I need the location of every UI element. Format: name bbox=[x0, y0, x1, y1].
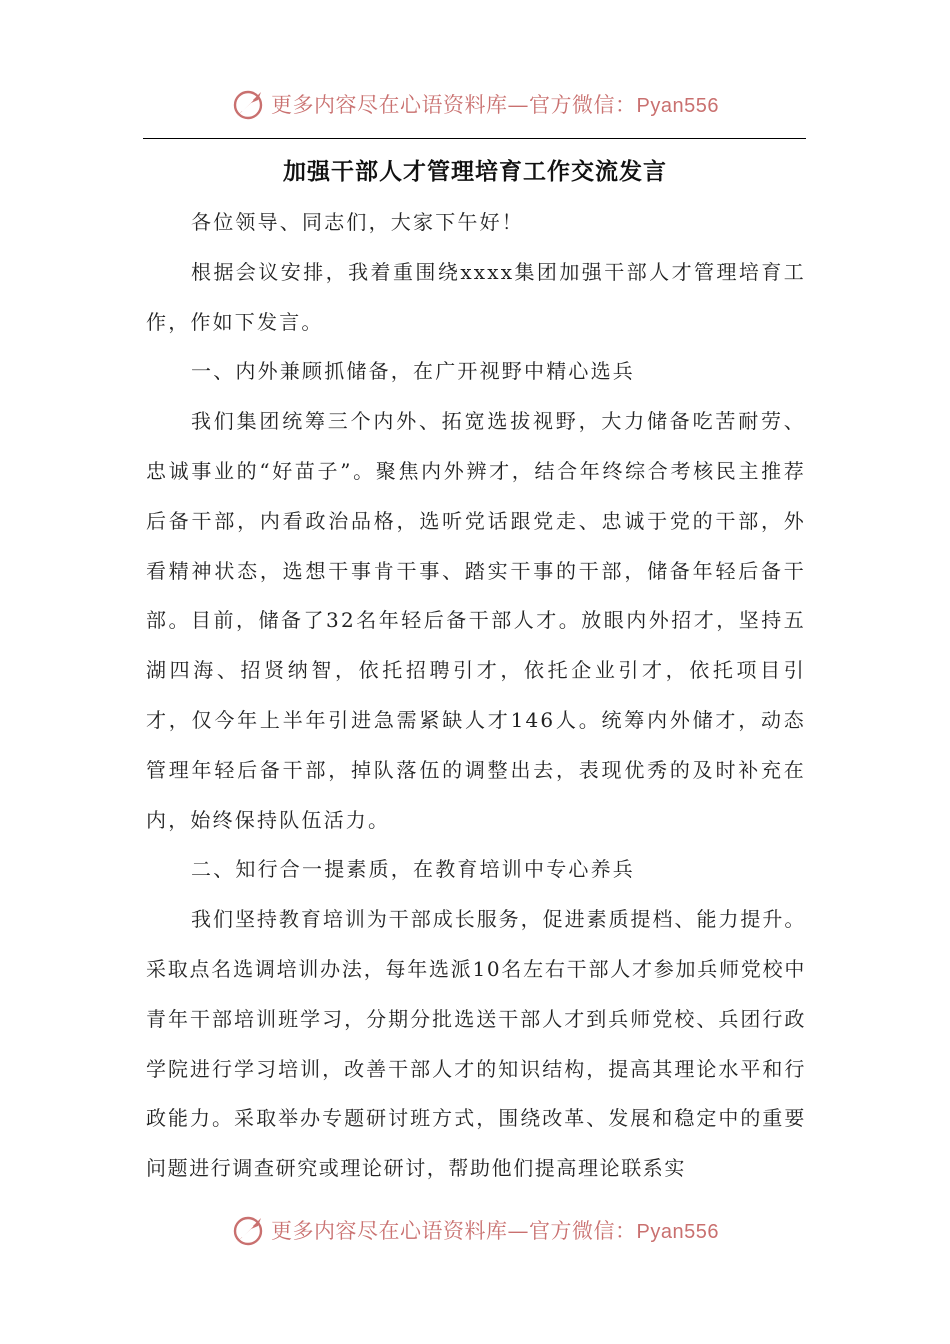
section-heading-2: 二、知行合一提素质，在教育培训中专心养兵 bbox=[191, 857, 635, 882]
watermark-banner-top bbox=[0, 82, 950, 126]
paragraph-section-2: 我们坚持教育培训为干部成长服务，促进素质提档、能力提升。采取点名选调培训办法，每年选派10名左右干部人才参加兵师党校中青年干部培训班学习，分期分批选送干部人才到兵师党校、兵团行政学院进行学习培训，改善干部人才的知识结构，提高其理论水平和行政能力。采取举办专题研讨班方式，围绕改革、发展和稳定中的重要问题进行调查研究或理论研讨，帮助他们提高理论联系实 bbox=[146, 907, 806, 1181]
watermark-text bbox=[271, 1215, 719, 1245]
document-title: 加强干部人才管理培育工作交流发言 bbox=[283, 159, 667, 185]
watermark-handle: Pyan556 bbox=[636, 95, 719, 117]
quill-logo-icon bbox=[231, 86, 267, 122]
paragraph-intro: 根据会议安排，我着重围绕xxxx集团加强干部人才管理培育工作，作如下发言。 bbox=[146, 259, 806, 334]
paragraph-greeting: 各位领导、同志们，大家下午好！ bbox=[191, 210, 524, 234]
paragraph-section-1: 我们集团统筹三个内外、拓宽选拔视野，大力储备吃苦耐劳、忠诚事业的“好苗子”。聚焦内外辨才，结合年终综合考核民主推荐后备干部，内看政治品格，选听党话跟党走、忠诚于党的干部，外看精神状态，选想干事肯干事、踏实干事的干部，储备年轻后备干部。目前，储备了32名年轻后备干部人才。放眼内外招才，坚持五湖四海、招贤纳智，依托招聘引才，依托企业引才，依托项目引才，仅今年上半年引进急需紧缺人才146人。统筹内外储才，动态管理年轻后备干部，掉队落伍的调整出去，表现优秀的及时补充在内，始终保持队伍活力。 bbox=[146, 409, 806, 832]
watermark-label: 更多内容尽在心语资料库—官方微信： bbox=[271, 93, 637, 117]
header-divider bbox=[143, 138, 806, 139]
quill-logo-icon bbox=[231, 1212, 267, 1248]
watermark-label: 更多内容尽在心语资料库—官方微信： bbox=[271, 1219, 637, 1243]
section-heading-1: 一、内外兼顾抓储备，在广开视野中精心选兵 bbox=[191, 359, 635, 384]
watermark-banner-bottom bbox=[0, 1208, 950, 1252]
watermark-handle: Pyan556 bbox=[636, 1221, 719, 1243]
watermark-text bbox=[271, 89, 719, 119]
document-body bbox=[146, 198, 806, 1194]
